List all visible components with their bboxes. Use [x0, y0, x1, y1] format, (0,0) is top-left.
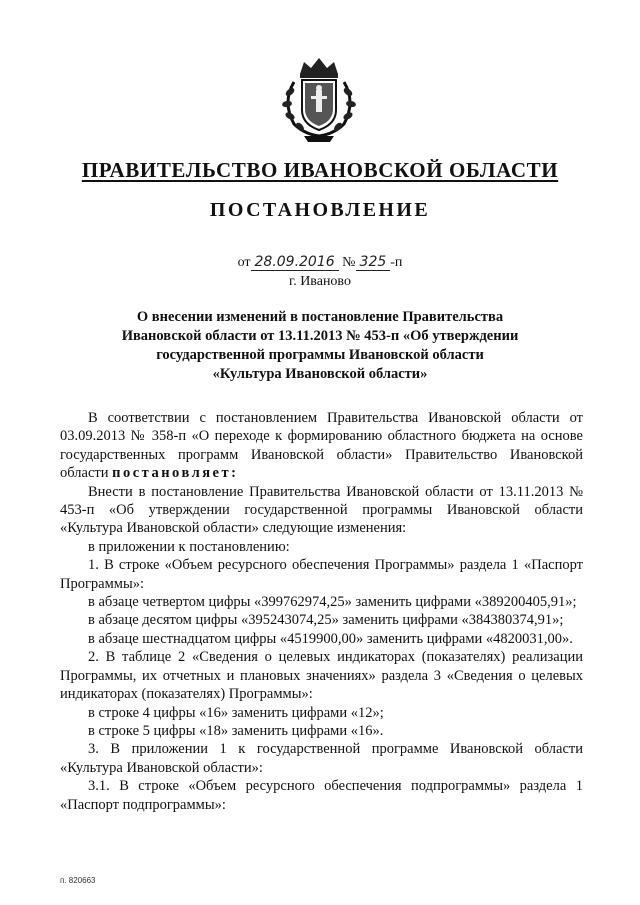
organization-title: ПРАВИТЕЛЬСТВО ИВАНОВСКОЙ ОБЛАСТИ [81, 158, 559, 182]
subject-line: Ивановской области от 13.11.2013 № 453-п «Об утверждении [121, 328, 519, 344]
decree-word: постановляет: [112, 465, 239, 482]
paragraph-preamble [60, 409, 583, 483]
document-type: ПОСТАНОВЛЕНИЕ [209, 199, 431, 221]
preamble-text: В соответствии с постановлением Правительства Ивановской области от 03.09.2013 № 358-п «О переходе к формированию областного бюджета на основе государственных программ Ивановской области» Правительство Ивановской области [60, 410, 583, 482]
footer-code: п. 820663 [60, 876, 96, 885]
number-suffix: -п [390, 255, 403, 270]
number-prefix: № [342, 255, 356, 270]
paragraph: в абзаце десятом цифры «395243074,25» заменить цифрами «384380374,91»; [88, 612, 564, 629]
date-value: 28.09.2016 [251, 254, 339, 271]
date-prefix: от [237, 255, 251, 270]
coat-of-arms-emblem [264, 52, 374, 148]
number-value: 325 [356, 254, 391, 271]
paragraph: в строке 5 цифры «18» заменить цифрами «16». [88, 722, 384, 739]
paragraph: 1. В строке «Объем ресурсного обеспечения Программы» раздела 1 «Паспорт Программы»: [60, 557, 583, 592]
paragraph: 3. В приложении 1 к государственной программе Ивановской области «Культура Ивановской области»: [60, 741, 583, 776]
paragraph: Внести в постановление Правительства Ивановской области от 13.11.2013 № 453-п «Об утверждении государственной программы Ивановской области «Культура Ивановской области» следующие изменения: [60, 483, 583, 537]
subject-line: государственной программы Ивановской области [156, 347, 484, 363]
paragraph: 3.1. В строке «Объем ресурсного обеспечения подпрограммы» раздела 1 «Паспорт подпрограммы»: [60, 778, 583, 813]
document-body [60, 409, 583, 814]
city-line: г. Иваново [289, 274, 351, 289]
document-subject [60, 308, 580, 384]
paragraph: в приложении к постановлению: [88, 538, 290, 555]
subject-line: «Культура Ивановской области» [212, 366, 428, 382]
paragraph: в абзаце шестнадцатом цифры «4519900,00» заменить цифрами «4820031,00». [88, 630, 573, 647]
paragraph: в строке 4 цифры «16» заменить цифрами «12»; [88, 704, 384, 721]
subject-line: О внесении изменений в постановление Правительства [136, 309, 504, 325]
paragraph: 2. В таблице 2 «Сведения о целевых индикаторах (показателях) реализации Программы, их отчетных и плановых значениях» раздела 3 «Сведения о целевых индикаторах (показателях) Программы»: [60, 649, 583, 703]
paragraph: в абзаце четвертом цифры «399762974,25» заменить цифрами «389200405,91»; [88, 594, 577, 611]
date-number-line [0, 254, 640, 271]
